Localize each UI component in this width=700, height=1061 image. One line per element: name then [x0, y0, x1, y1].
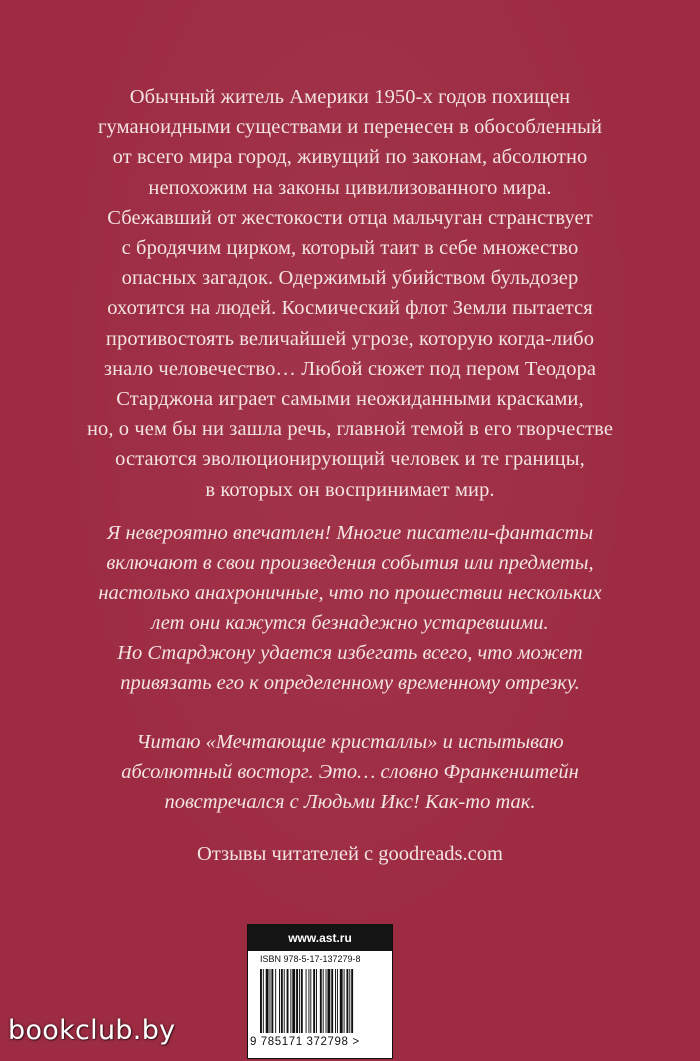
description-line: Сбежавший от жестокости отца мальчуган странствует: [107, 206, 593, 229]
review-line: Я невероятно впечатлен! Многие писатели-фантасты: [106, 522, 594, 544]
description-line: противостоять величайшей угрозе, которую когда-либо: [105, 327, 595, 350]
reviews-source: Отзывы читателей с goodreads.com: [197, 843, 503, 865]
barcode-icon: [260, 969, 384, 1033]
review-line: Но Старджону удается избегать всего, что может: [117, 642, 583, 664]
reader-review-1: [50, 518, 650, 698]
review-line: включают в свои произведения события или предметы,: [106, 552, 594, 574]
description-line: но, о чем бы ни зашла речь, главной темой в его творчестве: [86, 418, 614, 441]
review-line: привязать его к определенному временному отрезку.: [120, 672, 580, 694]
review-line: абсолютный восторг. Это… словно Франкенштейн: [121, 761, 579, 783]
description-line: опасных загадок. Одержимый убийством бульдозер: [121, 267, 579, 290]
description-line: гуманоидными существами и перенесен в обособленный: [97, 116, 603, 139]
reader-review-2: [50, 727, 650, 817]
watermark-logo: bookclub.by: [8, 1015, 176, 1046]
isbn-label: ISBN 978-5-17-137279-8: [260, 954, 361, 964]
description-line: в которых он воспринимает мир.: [205, 478, 495, 501]
description-line: остаются эволюционирующий человек и те границы,: [115, 448, 585, 471]
barcode-block: [247, 924, 393, 1059]
description-line: охотится на людей. Космический флот Земли пытается: [107, 297, 593, 320]
review-line: настолько анахроничные, что по прошествии нескольких: [98, 582, 602, 604]
barcode-digits: 9 785171 372798 >: [250, 1036, 360, 1048]
review-line: лет они кажутся безнадежно устаревшими.: [151, 612, 549, 634]
description-line: непохожим на законы цивилизованного мира.: [148, 176, 552, 199]
review-line: Читаю «Мечтающие кристаллы» и испытываю: [136, 731, 564, 753]
description-line: от всего мира город, живущий по законам, абсолютно: [112, 146, 588, 169]
description-line: Старджона играет самыми неожиданными красками,: [116, 388, 584, 411]
description-line: Обычный житель Америки 1950-х годов похищен: [129, 86, 571, 108]
description-line: с бродячим цирком, который таит в себе множество: [121, 237, 579, 260]
review-line: повстречался с Людьми Икс! Как-то так.: [164, 791, 536, 813]
publisher-site: www.ast.ru: [248, 925, 392, 951]
book-description: [60, 82, 640, 505]
description-line: знало человечество… Любой сюжет под пером Теодора: [103, 357, 597, 380]
